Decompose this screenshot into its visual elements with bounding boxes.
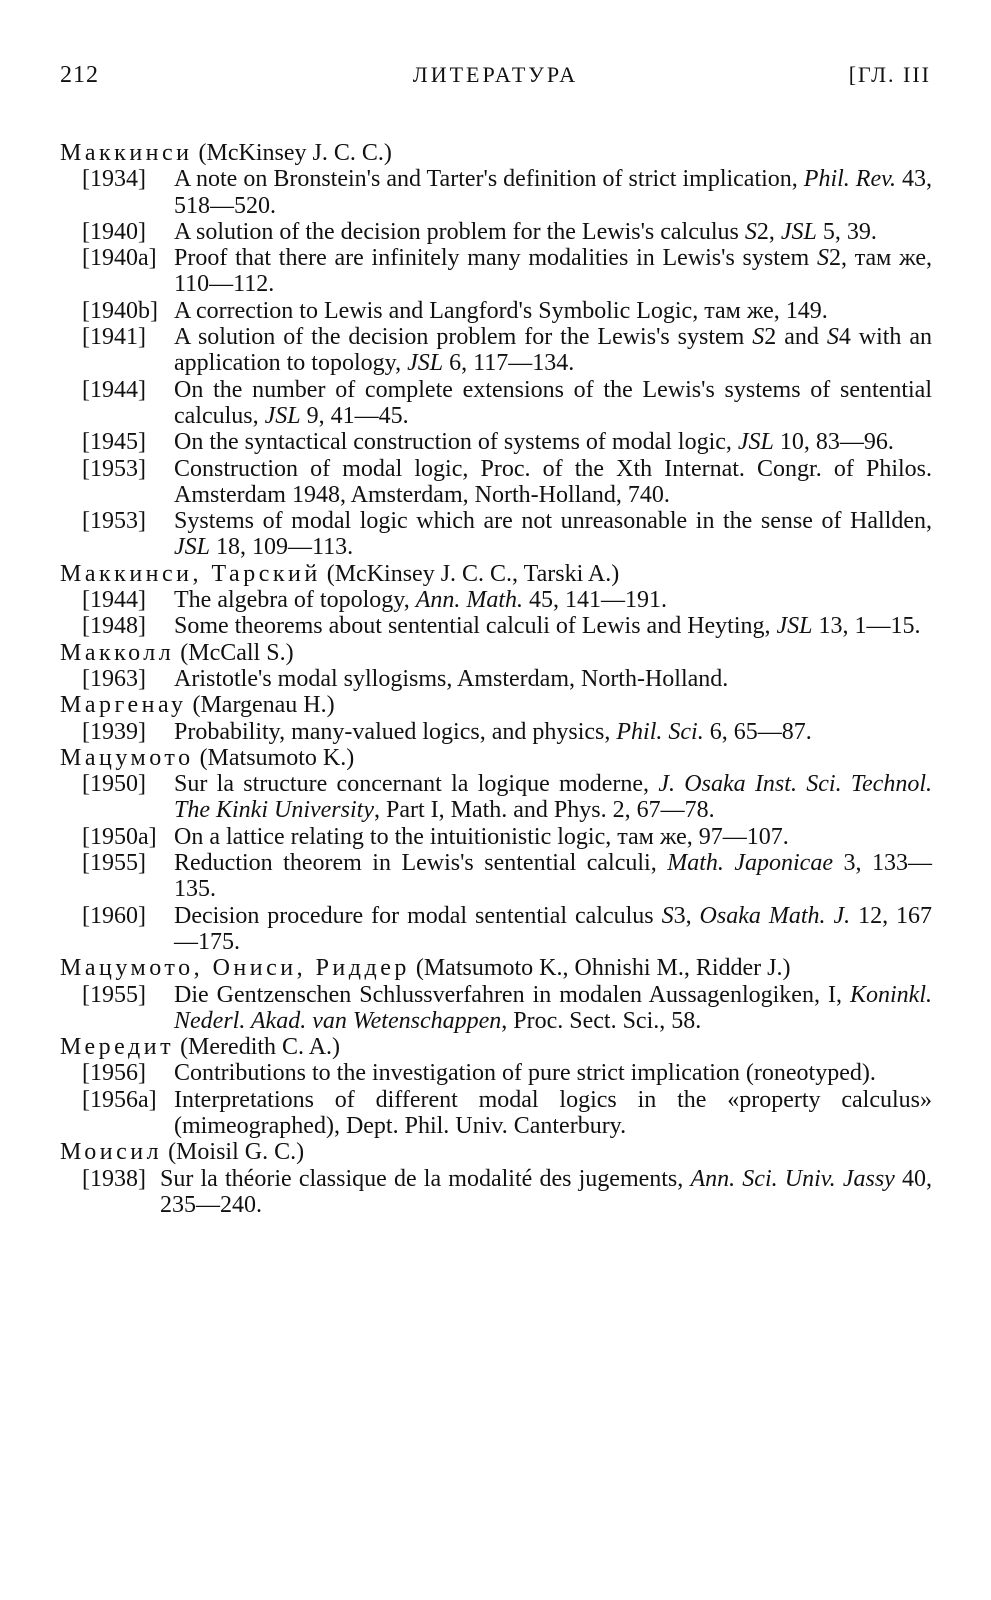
entry-citation: The algebra of topology, Ann. Math. 45, 141—191.: [174, 587, 668, 614]
author-name-russian: Мередит: [60, 1034, 175, 1061]
author-name-russian: Макколл: [60, 639, 175, 666]
author-name-russian: Мацумото, Ониси, Риддер: [60, 955, 410, 982]
entry-year-key: [1948]: [82, 613, 146, 640]
bibliography-author: [60, 1139, 932, 1165]
entry-citation: On the number of complete extensions of the Lewis's systems of sentential calculus, JSL 9, 41—45.: [174, 376, 932, 429]
bibliography-entry: [60, 456, 932, 509]
author-name-latin: (McKinsey J. C. C.): [192, 140, 392, 166]
bibliography-author: [60, 692, 932, 718]
entry-year-key: [1950]: [82, 771, 146, 798]
author-name-latin: (Matsumoto K., Ohnishi M., Ridder J.): [409, 955, 791, 982]
entry-year-key: [1963]: [82, 665, 146, 692]
entry-citation: Systems of modal logic which are not unreasonable in the sense of Hallden, JSL 18, 109—113.: [174, 508, 932, 561]
author-name-russian: Маккинси: [60, 140, 193, 166]
entry-year-key: [1944]: [82, 587, 146, 614]
entry-citation: A correction to Lewis and Langford's Symbolic Logic, там же, 149.: [174, 297, 828, 324]
bibliography-entry: [60, 377, 932, 430]
entry-year-key: [1950a]: [82, 823, 157, 850]
entry-citation: On a lattice relating to the intuitionistic logic, там же, 97—107.: [174, 823, 789, 850]
entry-year-key: [1955]: [82, 981, 146, 1008]
bibliography-entry: [60, 219, 932, 245]
entry-citation: Probability, many-valued logics, and physics, Phil. Sci. 6, 65—87.: [174, 718, 812, 745]
bibliography-author: [60, 140, 932, 166]
entry-year-key: [1955]: [82, 850, 146, 877]
chapter-label: [ГЛ. III: [848, 62, 931, 87]
entry-year-key: [1938]: [82, 1165, 146, 1192]
bibliography-entry: [60, 771, 932, 824]
bibliography-entry: [60, 1060, 932, 1086]
bibliography-entry: [60, 666, 932, 692]
bibliography-entry: [60, 613, 932, 639]
bibliography-entry: [60, 719, 932, 745]
bibliography-entry: [60, 324, 932, 377]
entry-citation: Sur la structure concernant la logique moderne, J. Osaka Inst. Sci. Technol. The Kinki University, Part I, Math. and Phys. 2, 67—78.: [174, 771, 932, 824]
entry-citation: Contributions to the investigation of pure strict implication (roneotyped).: [174, 1060, 876, 1087]
entry-citation: Aristotle's modal syllogisms, Amsterdam, North-Holland.: [174, 665, 729, 692]
bibliography-author: [60, 561, 932, 587]
entry-year-key: [1960]: [82, 902, 146, 929]
bibliography-author: [60, 955, 932, 981]
entry-year-key: [1940b]: [82, 297, 158, 324]
bibliography-entry: [60, 1166, 932, 1219]
bibliography-entry: [60, 824, 932, 850]
entry-citation: Proof that there are infinitely many modalities in Lewis's system S2, там же, 110—112.: [174, 245, 932, 298]
bibliography-entry: [60, 903, 932, 956]
entry-citation: A solution of the decision problem for the Lewis's system S2 and S4 with an application to topology, JSL 6, 117—134.: [174, 324, 933, 377]
author-name-latin: (McCall S.): [174, 639, 294, 666]
entry-year-key: [1945]: [82, 429, 146, 456]
entry-year-key: [1941]: [82, 324, 146, 351]
author-name-latin: (Meredith C. A.): [174, 1034, 341, 1061]
entry-year-key: [1944]: [82, 376, 146, 403]
bibliography-entry: [60, 850, 932, 903]
entry-citation: Reduction theorem in Lewis's sentential calculi, Math. Japonicae 3, 133—135.: [174, 850, 932, 903]
bibliography-entry: [60, 166, 932, 219]
bibliography-list: [60, 140, 932, 1218]
entry-citation: Decision procedure for modal sentential calculus S3, Osaka Math. J. 12, 167—175.: [174, 902, 933, 955]
entry-year-key: [1939]: [82, 718, 146, 745]
bibliography-author: [60, 640, 932, 666]
entry-year-key: [1934]: [82, 166, 146, 193]
bibliography-author: [60, 1034, 932, 1060]
entry-year-key: [1940]: [82, 218, 146, 245]
author-name-russian: Мацумото: [60, 744, 194, 771]
bibliography-entry: [60, 429, 932, 455]
bibliography-entry: [60, 982, 932, 1035]
author-name-russian: Моисил: [60, 1139, 163, 1166]
page-title: ЛИТЕРАТУРА: [412, 62, 579, 87]
entry-citation: Construction of modal logic, Proc. of the Xth Internat. Congr. of Philos. Amsterdam 1948, Amsterdam, North-Holland, 740.: [174, 455, 932, 508]
entry-citation: On the syntactical construction of systems of modal logic, JSL 10, 83—96.: [174, 429, 894, 456]
author-name-latin: (Margenau H.): [186, 692, 335, 719]
entry-citation: Sur la théorie classique de la modalité des jugements, Ann. Sci. Univ. Jassy 40, 235—240.: [160, 1165, 933, 1218]
author-name-latin: (Matsumoto K.): [193, 744, 355, 771]
entry-year-key: [1940a]: [82, 245, 157, 272]
bibliography-entry: [60, 245, 932, 298]
entry-citation: Die Gentzenschen Schlussverfahren in modalen Aussagenlogiken, I, Koninkl. Nederl. Akad. van Wetenschappen, Proc. Sect. Sci., 58.: [174, 981, 932, 1034]
entry-year-key: [1956]: [82, 1060, 146, 1087]
entry-citation: Some theorems about sentential calculi of Lewis and Heyting, JSL 13, 1—15.: [174, 613, 921, 640]
author-name-latin: (McKinsey J. C. C., Tarski A.): [320, 560, 620, 587]
author-name-latin: (Moisil G. C.): [162, 1139, 305, 1166]
running-header: [60, 62, 931, 96]
author-name-russian: Маккинси, Тарский: [60, 560, 321, 587]
bibliography-entry: [60, 587, 932, 613]
bibliography-entry: [60, 298, 932, 324]
entry-year-key: [1953]: [82, 455, 146, 482]
entry-year-key: [1956a]: [82, 1086, 157, 1113]
entry-citation: Interpretations of different modal logics in the «property calculus» (mimeographed), Dept. Phil. Univ. Canterbury.: [174, 1086, 932, 1139]
entry-citation: A solution of the decision problem for the Lewis's calculus S2, JSL 5, 39.: [174, 218, 877, 245]
bibliography-entry: [60, 1087, 932, 1140]
bibliography-author: [60, 745, 932, 771]
author-name-russian: Маргенау: [60, 692, 187, 719]
page-number: 212: [60, 62, 99, 88]
entry-year-key: [1953]: [82, 508, 146, 535]
bibliography-entry: [60, 508, 932, 561]
entry-citation: A note on Bronstein's and Tarter's definition of strict implication, Phil. Rev. 43, 518—520.: [174, 166, 932, 219]
